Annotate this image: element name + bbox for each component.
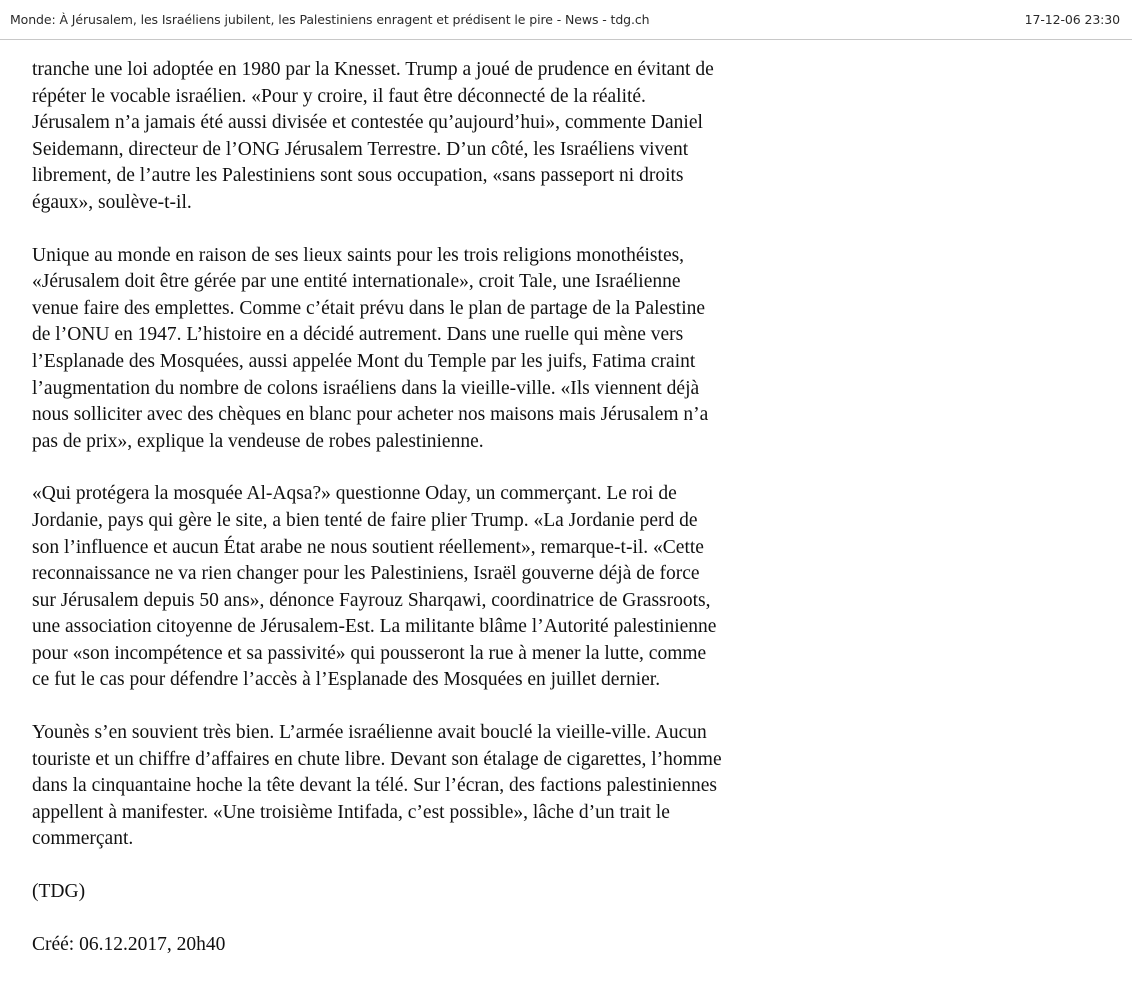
article-created-date: Créé: 06.12.2017, 20h40: [32, 933, 226, 955]
article-paragraph: tranche une loi adoptée en 1980 par la Knesset. Trump a joué de prudence en évitant de répéter le vocable israélien. «Pour y croire, il faut être déconnecté de la réalité. Jérusalem n’a jamais été aussi divisée et contestée qu’aujourd’hui», commente Daniel Seidemann, directeur de l’ONG Jérusalem Terrestre. D’un côté, les Israéliens vivent librement, de l’autre les Palestiniens sont sous occupation, «sans passeport ni droits égaux», soulève-t-il.: [32, 59, 714, 213]
document-title: Monde: À Jérusalem, les Israéliens jubilent, les Palestiniens enragent et prédisent le pire - News - tdg.ch: [10, 12, 650, 27]
article-paragraph: Unique au monde en raison de ses lieux saints pour les trois religions monothéistes, «Jérusalem doit être gérée par une entité internationale», croit Tale, une Israélienne venue faire des emplettes. Comme c’était prévu dans le plan de partage de la Palestine de l’ONU en 1947. L’histoire en a décidé autrement. Dans une ruelle qui mène vers l’Esplanade des Mosquées, aussi appelée Mont du Temple par les juifs, Fatima craint l’augmentation du nombre de colons israéliens dans la vieille-ville. «Ils viennent déjà nous solliciter avec des chèques en blanc pour acheter nos maisons mais Jérusalem n’a pas de prix», explique la vendeuse de robes palestinienne.: [32, 244, 709, 452]
page-content: [0, 41, 1132, 984]
article-source: (TDG): [32, 881, 86, 903]
print-timestamp: 17-12-06 23:30: [1024, 12, 1120, 27]
article-paragraph: Younès s’en souvient très bien. L’armée israélienne avait bouclé la vieille-ville. Aucun touriste et un chiffre d’affaires en chute libre. Devant son étalage de cigarettes, l’homme dans la cinquantaine hoche la tête devant la télé. Sur l’écran, des factions palestiniennes appellent à manifester. «Une troisième Intifada, c’est possible», lâche d’un trait le commerçant.: [32, 722, 722, 850]
print-header: [0, 0, 1132, 40]
article-body: [32, 57, 722, 958]
article-paragraph: «Qui protégera la mosquée Al-Aqsa?» questionne Oday, un commerçant. Le roi de Jordanie, pays qui gère le site, a bien tenté de faire plier Trump. «La Jordanie perd de son l’influence et aucun État arabe ne nous soutient réellement», remarque-t-il. «Cette reconnaissance ne va rien changer pour les Palestiniens, Israël gouverne déjà de force sur Jérusalem depuis 50 ans», dénonce Fayrouz Sharqawi, coordinatrice de Grassroots, une association citoyenne de Jérusalem-Est. La militante blâme l’Autorité palestinienne pour «son incompétence et sa passivité» qui pousseront la rue à mener la lutte, comme ce fut le cas pour défendre l’accès à l’Esplanade des Mosquées en juillet dernier.: [32, 483, 717, 691]
